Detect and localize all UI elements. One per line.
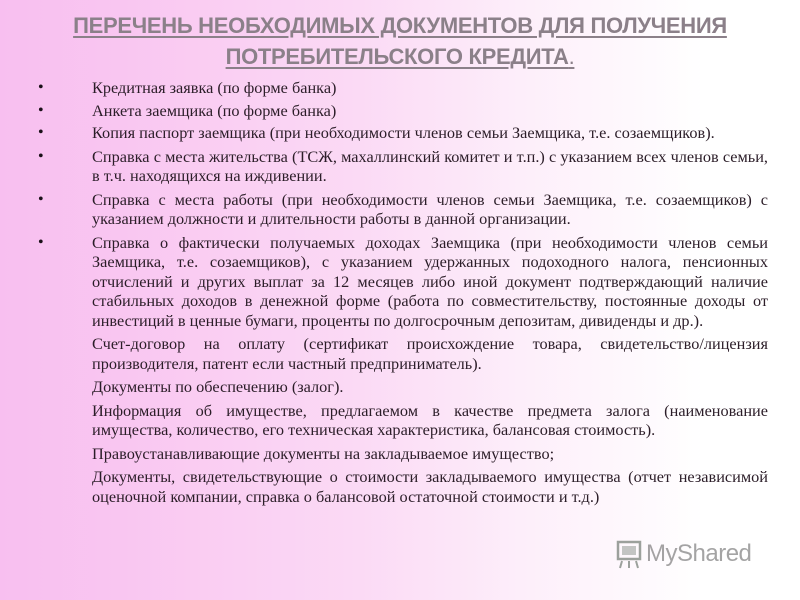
bullet-icon: •	[38, 124, 44, 141]
list-item	[0, 401, 800, 440]
list-item-text: Справка с места работы (при необходимости членов семьи Заемщика, т.е. созаемщиков) с указанием должности и длительности работы в данной организации.	[92, 189, 768, 228]
list-item	[0, 467, 800, 506]
list-item-text: Документы по обеспечению (залог).	[92, 377, 344, 396]
list-item-text: Справка с места жительства (ТСЖ, махаллинский комитет и т.п.) с указанием всех членов семьи, в т.ч. находящихся на иждивении.	[92, 146, 768, 185]
list-item	[0, 233, 800, 331]
list-item-text: Кредитная заявка (по форме банка)	[92, 78, 337, 97]
list-item	[0, 190, 800, 229]
list-item-text: Справка о фактически получаемых доходах Заемщика (при необходимости членов семьи Заемщика, т.е. созаемщиков), с указанием удержанных подоходного налога, пенсионных отчислений и других выплат за 12 месяцев либо иной документ подтверждающий наличие стабильных доходов в денежной форме (работа по совместительству, постоянные доходы от инвестиций в ценные бумаги, проценты по долгосрочным депозитам, дивиденды и др.).	[92, 232, 768, 330]
documents-list	[0, 78, 800, 510]
watermark	[616, 538, 786, 570]
bullet-icon: •	[38, 79, 44, 96]
title-line-2	[40, 41, 760, 72]
bullet-icon: •	[38, 190, 44, 208]
list-item	[0, 147, 800, 186]
watermark-text: MyShared	[646, 540, 752, 567]
list-item-text: Правоустанавливающие документы на закладываемое имущество;	[92, 443, 555, 463]
title-suffix: .	[568, 44, 575, 69]
bullet-icon: •	[38, 101, 44, 119]
list-item-text: Информация об имуществе, предлагаемом в качестве предмета залога (наименование имущества, количество, его техническая характеристика, балансовая стоимость).	[92, 400, 768, 439]
list-item-text: Счет-договор на оплату (сертификат происхождение товара, свидетельство/лицензия производителя, патент если частный предприниматель).	[92, 334, 768, 373]
list-item-text: Анкета заемщика (по форме банка)	[92, 100, 337, 120]
list-item	[0, 78, 800, 98]
list-item	[0, 334, 800, 373]
list-item-text: Документы, свидетельствующие о стоимости закладываемого имущества (отчет независимой оценочной компании, справка о балансовой остаточной стоимости и т.д.)	[92, 467, 768, 506]
bullet-icon: •	[38, 147, 44, 165]
list-item	[0, 444, 800, 464]
list-item-text: Копия паспорт заемщика (при необходимости членов семьи Заемщика, т.е. созаемщиков).	[92, 123, 715, 142]
presentation-board-icon	[616, 539, 642, 569]
title-line-2-text: ПОТРЕБИТЕЛЬСКОГО КРЕДИТА	[225, 44, 569, 69]
bullet-icon: •	[38, 233, 44, 251]
list-item	[0, 123, 800, 143]
list-item	[0, 101, 800, 121]
title-line-1: ПЕРЕЧЕНЬ НЕОБХОДИМЫХ ДОКУМЕНТОВ ДЛЯ ПОЛУЧЕНИЯ	[73, 13, 727, 38]
list-item	[0, 377, 800, 397]
slide-title	[40, 10, 760, 72]
